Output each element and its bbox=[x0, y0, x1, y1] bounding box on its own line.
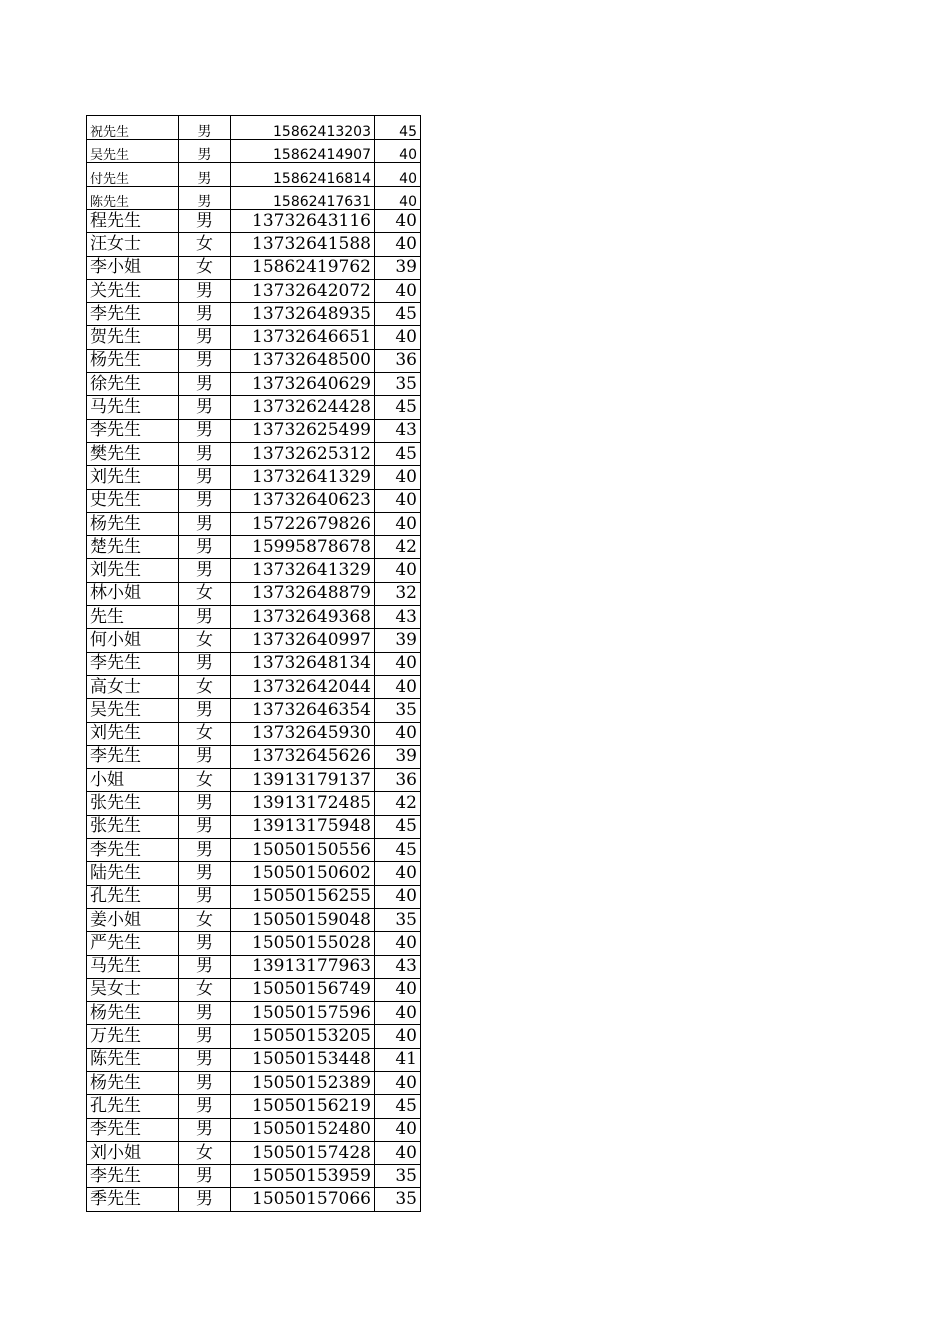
sex-cell[interactable]: 男 bbox=[179, 745, 231, 768]
sex-cell[interactable]: 男 bbox=[179, 139, 231, 163]
table-row bbox=[87, 489, 421, 512]
table-row bbox=[87, 326, 421, 349]
age-cell[interactable]: 45 bbox=[375, 1095, 421, 1118]
table-row bbox=[87, 1141, 421, 1164]
table-row bbox=[87, 536, 421, 559]
phone-cell[interactable]: 15050157428 bbox=[231, 1141, 375, 1164]
age-cell[interactable]: 40 bbox=[375, 489, 421, 512]
sex-cell[interactable]: 男 bbox=[179, 1048, 231, 1071]
name-cell[interactable]: 李先生 bbox=[87, 745, 179, 768]
age-cell[interactable]: 35 bbox=[375, 908, 421, 931]
sex-cell[interactable]: 男 bbox=[179, 699, 231, 722]
table-row bbox=[87, 419, 421, 442]
phone-cell[interactable]: 15050152389 bbox=[231, 1071, 375, 1094]
table-row bbox=[87, 1025, 421, 1048]
age-cell[interactable]: 39 bbox=[375, 256, 421, 279]
phone-cell[interactable]: 15050153205 bbox=[231, 1025, 375, 1048]
table-row bbox=[87, 629, 421, 652]
age-cell[interactable]: 40 bbox=[375, 559, 421, 582]
age-cell[interactable]: 40 bbox=[375, 1002, 421, 1025]
table-row bbox=[87, 908, 421, 931]
sex-cell[interactable]: 男 bbox=[179, 303, 231, 326]
name-cell[interactable]: 程先生 bbox=[87, 210, 179, 233]
name-cell[interactable]: 陈先生 bbox=[87, 186, 179, 210]
age-cell[interactable]: 40 bbox=[375, 885, 421, 908]
age-cell[interactable]: 40 bbox=[375, 862, 421, 885]
age-cell[interactable]: 36 bbox=[375, 349, 421, 372]
phone-cell[interactable]: 13732642044 bbox=[231, 675, 375, 698]
name-cell[interactable]: 杨先生 bbox=[87, 512, 179, 535]
age-cell[interactable]: 40 bbox=[375, 139, 421, 163]
age-cell[interactable]: 45 bbox=[375, 116, 421, 140]
name-cell[interactable]: 马先生 bbox=[87, 955, 179, 978]
sex-cell[interactable]: 男 bbox=[179, 1071, 231, 1094]
phone-cell[interactable]: 15050156255 bbox=[231, 885, 375, 908]
name-cell[interactable]: 李先生 bbox=[87, 652, 179, 675]
name-cell[interactable]: 张先生 bbox=[87, 792, 179, 815]
phone-cell[interactable]: 15862416814 bbox=[231, 163, 375, 187]
phone-cell[interactable]: 13913179137 bbox=[231, 769, 375, 792]
phone-cell[interactable]: 15050159048 bbox=[231, 908, 375, 931]
phone-cell[interactable]: 15862417631 bbox=[231, 186, 375, 210]
age-cell[interactable]: 40 bbox=[375, 466, 421, 489]
sex-cell[interactable]: 男 bbox=[179, 512, 231, 535]
table-row bbox=[87, 303, 421, 326]
age-cell[interactable]: 35 bbox=[375, 699, 421, 722]
name-cell[interactable]: 刘小姐 bbox=[87, 1141, 179, 1164]
sex-cell[interactable]: 女 bbox=[179, 908, 231, 931]
sex-cell[interactable]: 男 bbox=[179, 419, 231, 442]
age-cell[interactable]: 45 bbox=[375, 839, 421, 862]
sex-cell[interactable]: 男 bbox=[179, 1165, 231, 1188]
phone-cell[interactable]: 13913175948 bbox=[231, 815, 375, 838]
phone-cell[interactable]: 13732641329 bbox=[231, 559, 375, 582]
age-cell[interactable]: 40 bbox=[375, 1118, 421, 1141]
age-cell[interactable]: 43 bbox=[375, 606, 421, 629]
table-row bbox=[87, 792, 421, 815]
sex-cell[interactable]: 男 bbox=[179, 186, 231, 210]
phone-cell[interactable]: 13732625312 bbox=[231, 442, 375, 465]
phone-cell[interactable]: 15722679826 bbox=[231, 512, 375, 535]
table-row bbox=[87, 1002, 421, 1025]
table-row bbox=[87, 885, 421, 908]
name-cell[interactable]: 杨先生 bbox=[87, 1002, 179, 1025]
age-cell[interactable]: 35 bbox=[375, 1165, 421, 1188]
contact-table bbox=[86, 115, 421, 1212]
table-row bbox=[87, 745, 421, 768]
name-cell[interactable]: 李先生 bbox=[87, 419, 179, 442]
sex-cell[interactable]: 男 bbox=[179, 442, 231, 465]
name-cell[interactable]: 汪女士 bbox=[87, 233, 179, 256]
sex-cell[interactable]: 男 bbox=[179, 210, 231, 233]
phone-cell[interactable]: 15050153448 bbox=[231, 1048, 375, 1071]
name-cell[interactable]: 马先生 bbox=[87, 396, 179, 419]
age-cell[interactable]: 36 bbox=[375, 769, 421, 792]
sex-cell[interactable]: 男 bbox=[179, 373, 231, 396]
phone-cell[interactable]: 13732640997 bbox=[231, 629, 375, 652]
sex-cell[interactable]: 男 bbox=[179, 396, 231, 419]
age-cell[interactable]: 40 bbox=[375, 1025, 421, 1048]
age-cell[interactable]: 40 bbox=[375, 279, 421, 302]
name-cell[interactable]: 刘先生 bbox=[87, 559, 179, 582]
phone-cell[interactable]: 15862419762 bbox=[231, 256, 375, 279]
sex-cell[interactable]: 男 bbox=[179, 1095, 231, 1118]
sex-cell[interactable]: 男 bbox=[179, 606, 231, 629]
sex-cell[interactable]: 男 bbox=[179, 326, 231, 349]
name-cell[interactable]: 先生 bbox=[87, 606, 179, 629]
table-row bbox=[87, 1188, 421, 1211]
age-cell[interactable]: 45 bbox=[375, 303, 421, 326]
age-cell[interactable]: 43 bbox=[375, 955, 421, 978]
table-row bbox=[87, 559, 421, 582]
name-cell[interactable]: 张先生 bbox=[87, 815, 179, 838]
age-cell[interactable]: 42 bbox=[375, 536, 421, 559]
phone-cell[interactable]: 13732624428 bbox=[231, 396, 375, 419]
age-cell[interactable]: 40 bbox=[375, 932, 421, 955]
age-cell[interactable]: 40 bbox=[375, 233, 421, 256]
phone-cell[interactable]: 15862414907 bbox=[231, 139, 375, 163]
table-row bbox=[87, 396, 421, 419]
name-cell[interactable]: 姜小姐 bbox=[87, 908, 179, 931]
name-cell[interactable]: 小姐 bbox=[87, 769, 179, 792]
sex-cell[interactable]: 男 bbox=[179, 489, 231, 512]
table-row bbox=[87, 1071, 421, 1094]
name-cell[interactable]: 何小姐 bbox=[87, 629, 179, 652]
age-cell[interactable]: 45 bbox=[375, 815, 421, 838]
phone-cell[interactable]: 15995878678 bbox=[231, 536, 375, 559]
table-row bbox=[87, 256, 421, 279]
name-cell[interactable]: 季先生 bbox=[87, 1188, 179, 1211]
name-cell[interactable]: 刘先生 bbox=[87, 466, 179, 489]
table-row bbox=[87, 839, 421, 862]
name-cell[interactable]: 吴女士 bbox=[87, 978, 179, 1001]
phone-cell[interactable]: 15050153959 bbox=[231, 1165, 375, 1188]
table-row bbox=[87, 652, 421, 675]
table-row bbox=[87, 1095, 421, 1118]
phone-cell[interactable]: 13732648879 bbox=[231, 582, 375, 605]
name-cell[interactable]: 陈先生 bbox=[87, 1048, 179, 1071]
age-cell[interactable]: 40 bbox=[375, 652, 421, 675]
sex-cell[interactable]: 男 bbox=[179, 652, 231, 675]
age-cell[interactable]: 39 bbox=[375, 745, 421, 768]
name-cell[interactable]: 关先生 bbox=[87, 279, 179, 302]
phone-cell[interactable]: 13732640623 bbox=[231, 489, 375, 512]
table-row bbox=[87, 722, 421, 745]
age-cell[interactable]: 40 bbox=[375, 1141, 421, 1164]
table-row bbox=[87, 163, 421, 187]
phone-cell[interactable]: 13913177963 bbox=[231, 955, 375, 978]
name-cell[interactable]: 樊先生 bbox=[87, 442, 179, 465]
sex-cell[interactable]: 女 bbox=[179, 629, 231, 652]
table-row bbox=[87, 512, 421, 535]
phone-cell[interactable]: 13732649368 bbox=[231, 606, 375, 629]
table-row bbox=[87, 769, 421, 792]
sex-cell[interactable]: 男 bbox=[179, 839, 231, 862]
name-cell[interactable]: 李先生 bbox=[87, 839, 179, 862]
age-cell[interactable]: 42 bbox=[375, 792, 421, 815]
phone-cell[interactable]: 15050157596 bbox=[231, 1002, 375, 1025]
phone-cell[interactable]: 15050155028 bbox=[231, 932, 375, 955]
table-row bbox=[87, 932, 421, 955]
table-row bbox=[87, 1048, 421, 1071]
age-cell[interactable]: 41 bbox=[375, 1048, 421, 1071]
name-cell[interactable]: 李小姐 bbox=[87, 256, 179, 279]
sex-cell[interactable]: 男 bbox=[179, 885, 231, 908]
table-row bbox=[87, 862, 421, 885]
sex-cell[interactable]: 男 bbox=[179, 815, 231, 838]
phone-cell[interactable]: 15050156219 bbox=[231, 1095, 375, 1118]
sex-cell[interactable]: 男 bbox=[179, 1118, 231, 1141]
sex-cell[interactable]: 男 bbox=[179, 536, 231, 559]
age-cell[interactable]: 43 bbox=[375, 419, 421, 442]
age-cell[interactable]: 32 bbox=[375, 582, 421, 605]
name-cell[interactable]: 李先生 bbox=[87, 1165, 179, 1188]
sex-cell[interactable]: 男 bbox=[179, 1002, 231, 1025]
age-cell[interactable]: 40 bbox=[375, 512, 421, 535]
phone-cell[interactable]: 13732646354 bbox=[231, 699, 375, 722]
table-row bbox=[87, 186, 421, 210]
age-cell[interactable]: 40 bbox=[375, 326, 421, 349]
name-cell[interactable]: 杨先生 bbox=[87, 349, 179, 372]
phone-cell[interactable]: 15050152480 bbox=[231, 1118, 375, 1141]
phone-cell[interactable]: 13732641329 bbox=[231, 466, 375, 489]
name-cell[interactable]: 高女士 bbox=[87, 675, 179, 698]
sex-cell[interactable]: 男 bbox=[179, 559, 231, 582]
phone-cell[interactable]: 15050157066 bbox=[231, 1188, 375, 1211]
age-cell[interactable]: 40 bbox=[375, 163, 421, 187]
sex-cell[interactable]: 男 bbox=[179, 349, 231, 372]
phone-cell[interactable]: 13913172485 bbox=[231, 792, 375, 815]
age-cell[interactable]: 40 bbox=[375, 978, 421, 1001]
phone-cell[interactable]: 13732645930 bbox=[231, 722, 375, 745]
sex-cell[interactable]: 女 bbox=[179, 675, 231, 698]
age-cell[interactable]: 40 bbox=[375, 675, 421, 698]
table-row bbox=[87, 675, 421, 698]
phone-cell[interactable]: 15050150602 bbox=[231, 862, 375, 885]
name-cell[interactable]: 万先生 bbox=[87, 1025, 179, 1048]
age-cell[interactable]: 39 bbox=[375, 629, 421, 652]
table-row bbox=[87, 606, 421, 629]
age-cell[interactable]: 35 bbox=[375, 373, 421, 396]
sex-cell[interactable]: 男 bbox=[179, 955, 231, 978]
name-cell[interactable]: 刘先生 bbox=[87, 722, 179, 745]
table-row bbox=[87, 582, 421, 605]
sex-cell[interactable]: 女 bbox=[179, 978, 231, 1001]
sex-cell[interactable]: 男 bbox=[179, 792, 231, 815]
table-row bbox=[87, 1165, 421, 1188]
sex-cell[interactable]: 女 bbox=[179, 722, 231, 745]
phone-cell[interactable]: 13732642072 bbox=[231, 279, 375, 302]
sex-cell[interactable]: 男 bbox=[179, 1188, 231, 1211]
phone-cell[interactable]: 15050156749 bbox=[231, 978, 375, 1001]
phone-cell[interactable]: 15050150556 bbox=[231, 839, 375, 862]
name-cell[interactable]: 贺先生 bbox=[87, 326, 179, 349]
sex-cell[interactable]: 男 bbox=[179, 466, 231, 489]
table-row bbox=[87, 373, 421, 396]
name-cell[interactable]: 孔先生 bbox=[87, 1095, 179, 1118]
phone-cell[interactable]: 13732648500 bbox=[231, 349, 375, 372]
table-row bbox=[87, 815, 421, 838]
name-cell[interactable]: 陆先生 bbox=[87, 862, 179, 885]
phone-cell[interactable]: 13732646651 bbox=[231, 326, 375, 349]
age-cell[interactable]: 35 bbox=[375, 1188, 421, 1211]
table-row bbox=[87, 699, 421, 722]
phone-cell[interactable]: 13732648134 bbox=[231, 652, 375, 675]
name-cell[interactable]: 徐先生 bbox=[87, 373, 179, 396]
table-row bbox=[87, 279, 421, 302]
phone-cell[interactable]: 13732645626 bbox=[231, 745, 375, 768]
sex-cell[interactable]: 女 bbox=[179, 769, 231, 792]
phone-cell[interactable]: 15862413203 bbox=[231, 116, 375, 140]
table-row bbox=[87, 139, 421, 163]
sex-cell[interactable]: 女 bbox=[179, 582, 231, 605]
table-row bbox=[87, 233, 421, 256]
table-row bbox=[87, 349, 421, 372]
name-cell[interactable]: 祝先生 bbox=[87, 116, 179, 140]
age-cell[interactable]: 40 bbox=[375, 210, 421, 233]
sex-cell[interactable]: 男 bbox=[179, 932, 231, 955]
name-cell[interactable]: 吴先生 bbox=[87, 699, 179, 722]
sex-cell[interactable]: 男 bbox=[179, 862, 231, 885]
age-cell[interactable]: 40 bbox=[375, 186, 421, 210]
sex-cell[interactable]: 男 bbox=[179, 279, 231, 302]
name-cell[interactable]: 付先生 bbox=[87, 163, 179, 187]
name-cell[interactable]: 林小姐 bbox=[87, 582, 179, 605]
table-row bbox=[87, 116, 421, 140]
phone-cell[interactable]: 13732640629 bbox=[231, 373, 375, 396]
sex-cell[interactable]: 女 bbox=[179, 1141, 231, 1164]
name-cell[interactable]: 史先生 bbox=[87, 489, 179, 512]
table-row bbox=[87, 210, 421, 233]
phone-cell[interactable]: 13732641588 bbox=[231, 233, 375, 256]
phone-cell[interactable]: 13732643116 bbox=[231, 210, 375, 233]
age-cell[interactable]: 40 bbox=[375, 722, 421, 745]
phone-cell[interactable]: 13732648935 bbox=[231, 303, 375, 326]
name-cell[interactable]: 严先生 bbox=[87, 932, 179, 955]
sex-cell[interactable]: 男 bbox=[179, 1025, 231, 1048]
contact-table-body bbox=[87, 116, 421, 1212]
name-cell[interactable]: 李先生 bbox=[87, 1118, 179, 1141]
table-row bbox=[87, 466, 421, 489]
sex-cell[interactable]: 女 bbox=[179, 233, 231, 256]
name-cell[interactable]: 李先生 bbox=[87, 303, 179, 326]
sex-cell[interactable]: 男 bbox=[179, 116, 231, 140]
table-row bbox=[87, 442, 421, 465]
table-row bbox=[87, 978, 421, 1001]
age-cell[interactable]: 45 bbox=[375, 396, 421, 419]
phone-cell[interactable]: 13732625499 bbox=[231, 419, 375, 442]
age-cell[interactable]: 40 bbox=[375, 1071, 421, 1094]
name-cell[interactable]: 楚先生 bbox=[87, 536, 179, 559]
sex-cell[interactable]: 男 bbox=[179, 163, 231, 187]
name-cell[interactable]: 杨先生 bbox=[87, 1071, 179, 1094]
name-cell[interactable]: 孔先生 bbox=[87, 885, 179, 908]
table-row bbox=[87, 955, 421, 978]
name-cell[interactable]: 吴先生 bbox=[87, 139, 179, 163]
table-row bbox=[87, 1118, 421, 1141]
sex-cell[interactable]: 女 bbox=[179, 256, 231, 279]
age-cell[interactable]: 45 bbox=[375, 442, 421, 465]
